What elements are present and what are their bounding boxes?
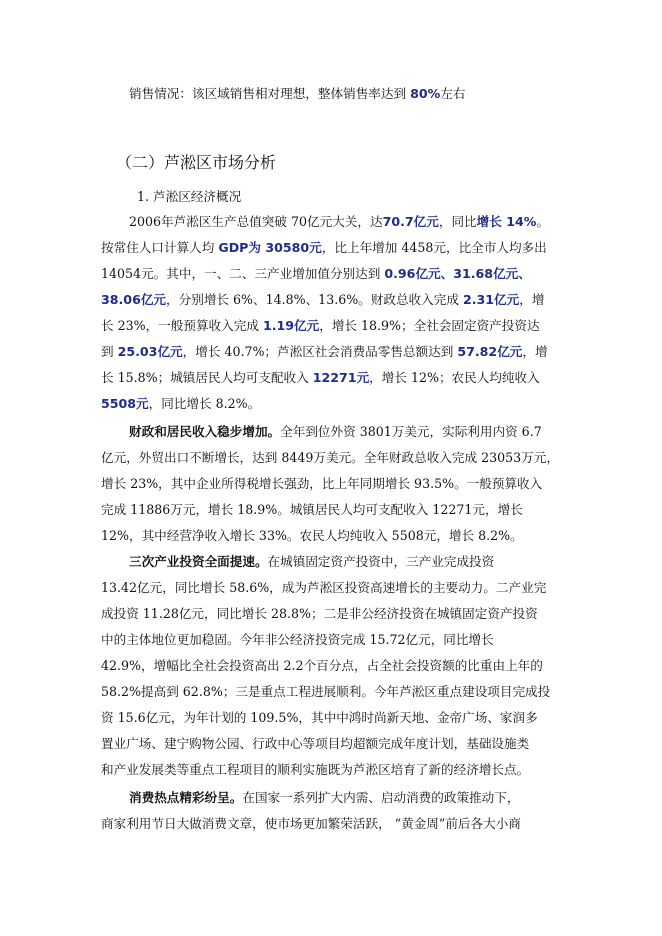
urban-income: 12271元 [312, 370, 370, 385]
p1-line-8 [101, 396, 260, 412]
p1-line-1 [129, 214, 549, 230]
text: 长 15.8%；城镇居民人均可支配收入 [101, 370, 309, 385]
p1-line-2 [101, 240, 547, 256]
p3-line-1 [129, 554, 494, 570]
gdp-per-capita: GDP为 30580元 [218, 240, 322, 255]
retail-sales: 57.82亿元 [457, 344, 523, 359]
text: 。 [536, 214, 549, 229]
p4-line-1 [129, 790, 519, 806]
tertiary-value: 38.06亿元 [101, 292, 167, 307]
section-heading: （二）芦淞区市场分析 [116, 153, 277, 172]
p2-lead: 财政和居民收入稳步增加。 [129, 424, 281, 439]
fiscal-revenue: 2.31亿元 [462, 292, 520, 307]
text: 长 23%，一般预算收入完成 [101, 318, 259, 333]
p1-line-6 [101, 344, 548, 360]
text: 在国家一系列扩大内需、启动消费的政策推动下， [242, 790, 520, 805]
p3-lead: 三次产业投资全面提速。 [129, 554, 268, 569]
text: ，分别增长 6%、14.8%、13.6%。财政总收入完成 [166, 292, 459, 307]
sales-line [129, 86, 465, 102]
text: 在城镇固定资产投资中，三产业完成投资 [267, 554, 495, 569]
p4-line-2: 商家利用节日大做消费文章，使市场更加繁荣活跃， “黄金周”前后各大小商 [101, 816, 521, 831]
text: 2006年芦淞区生产总值突破 70亿元大关，达 [129, 214, 383, 229]
gdp-growth: 增长 14% [476, 214, 537, 229]
p1-line-7 [101, 370, 540, 386]
text: 14054元。其中，一、二、三产业增加值分别达到 [101, 266, 381, 281]
p3-line-9: 和产业发展类等重点工程项目的顺利实施既为芦淞区培育了新的经济增长点。 [101, 762, 530, 777]
text: ，增 [519, 292, 545, 307]
p3-line-4: 中的主体地位更加稳固。今年非公经济投资完成 15.72亿元，同比增长 [101, 632, 494, 647]
p1-line-5 [101, 318, 540, 334]
text: ，增长 12%；农民人均纯收入 [369, 370, 540, 385]
fixed-investment: 25.03亿元 [117, 344, 183, 359]
gdp-total: 70.7亿元 [382, 214, 439, 229]
p3-line-3: 成投资 11.28亿元，同比增长 28.8%；二是非公经济投资在城镇固定资产投资 [101, 606, 538, 621]
text: 按常住人口计算人均 [101, 240, 215, 255]
p2-line-2: 亿元，外贸出口不断增长，达到 8449万美元。全年财政总收入完成 23053万元， [101, 450, 559, 465]
p2-line-4: 完成 11886万元，增长 18.9%。城镇居民人均可支配收入 12271元，增长 [101, 502, 523, 517]
text: ，同比 [438, 214, 477, 229]
sales-text: 销售情况：该区域销售相对理想，整体销售率达到 [129, 86, 407, 101]
p3-line-5: 42.9%，增幅比全社会投资高出 2.2个百分点，占全社会投资额的比重由上年的 [101, 658, 543, 673]
p4-lead: 消费热点精彩纷呈。 [129, 790, 243, 805]
p1-line-3 [101, 266, 531, 282]
text: ，增长 40.7%；芦淞区社会消费品零售总额达到 [182, 344, 454, 359]
p2-line-1 [129, 424, 542, 440]
p2-line-5: 12%，其中经营净收入增长 33%。农民人均纯收入 5508元，增长 8.2%。 [101, 528, 523, 543]
sales-suffix: 左右 [440, 86, 466, 101]
industry-values: 0.96亿元、31.68亿元、 [384, 266, 531, 281]
budget-revenue: 1.19亿元 [262, 318, 320, 333]
rural-income: 5508元 [101, 396, 149, 411]
p3-line-2: 13.42亿元，同比增长 58.6%，成为芦淞区投资高速增长的主要动力。二产业完 [101, 580, 547, 595]
sub-heading: 1. 芦淞区经济概况 [137, 189, 242, 204]
text: ，同比增长 8.2%。 [148, 396, 261, 411]
p1-line-4 [101, 292, 544, 308]
p2-line-3: 增长 23%，其中企业所得税增长强劲，比上年同期增长 93.5%。一般预算收入 [101, 476, 543, 491]
text: ，比上年增加 4458元，比全市人均多出 [321, 240, 547, 255]
p3-line-8: 置业广场、建宁购物公园、行政中心等项目均超额完成年度计划，基础设施类 [101, 736, 530, 751]
text: 到 [101, 344, 114, 359]
p3-line-6: 58.2%提高到 62.8%；三是重点工程进展顺利。今年芦淞区重点建设项目完成投 [101, 684, 551, 699]
text: ，增 [522, 344, 548, 359]
text: 全年到位外资 3801万美元，实际利用内资 6.7 [280, 424, 542, 439]
p3-line-7: 资 15.6亿元，为年计划的 109.5%，其中中鸿时尚新天地、金帝广场、家润多 [101, 710, 538, 725]
text: ，增长 18.9%；全社会固定资产投资达 [319, 318, 540, 333]
sales-rate: 80% [410, 86, 441, 101]
